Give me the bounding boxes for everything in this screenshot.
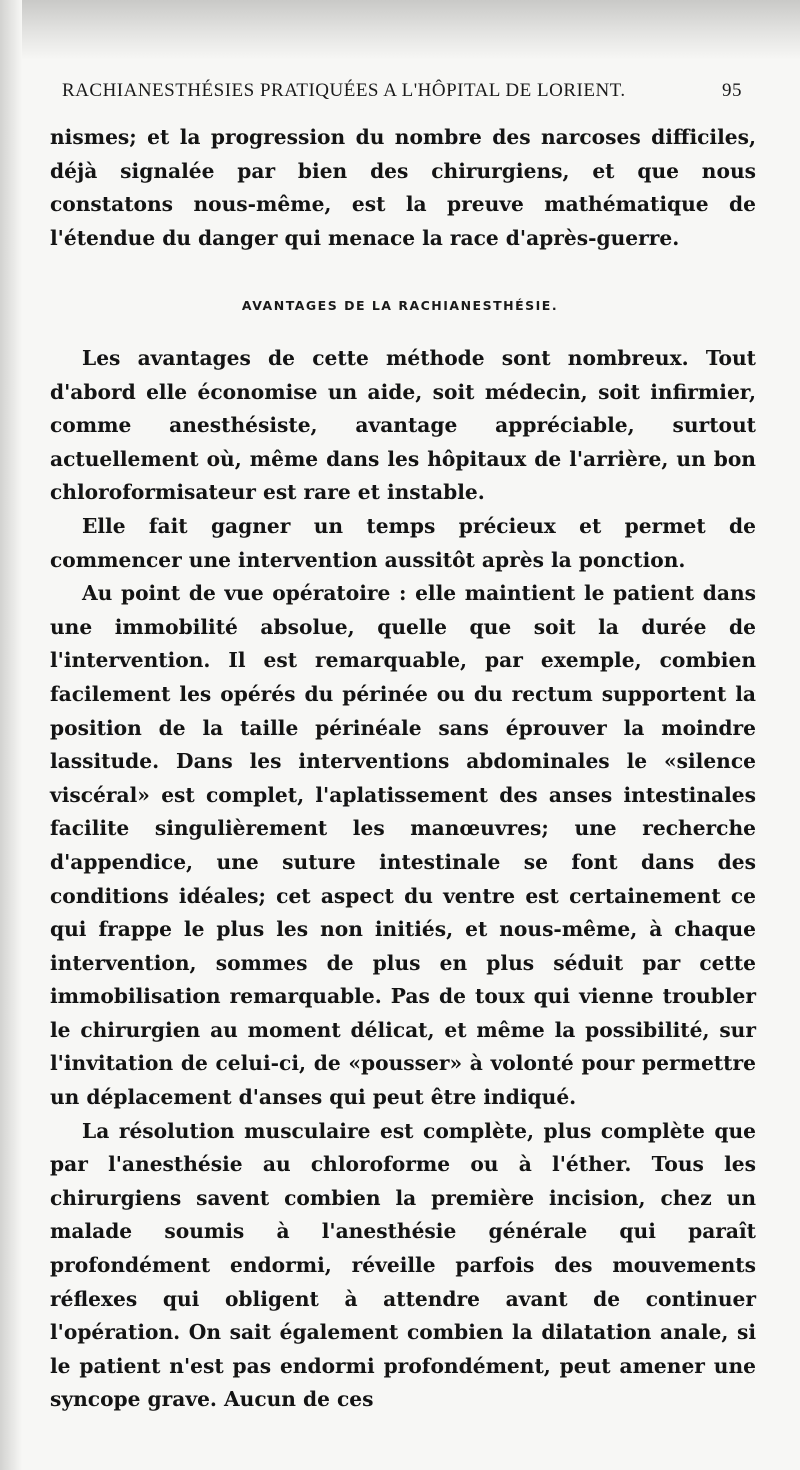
paragraph-3: Au point de vue opératoire : elle maintient le patient dans une immobilité absolue, quelle que soit la durée de l'intervention. Il est remarquable, par exemple, combien facilement les opérés du périnée ou du rectum supportent la position de la taille périnéale sans éprouver la moindre lassitude. Dans les interventions abdominales le «silence viscéral» est complet, l'aplatissement des anses intestinales facilite singulièrement les manœuvres; une recherche d'appendice, une suture intestinale se font dans des conditions idéales; cet aspect du ventre est certainement ce qui frappe le plus les non initiés, et nous-même, à chaque intervention, sommes de plus en plus séduit par cette immobilisation remarquable. Pas de toux qui vienne troubler le chirurgien au moment délicat, et même la possibilité, sur l'invitation de celui-ci, de «pousser» à volonté pour permettre un déplacement d'anses qui peut être indiqué. (50, 581, 756, 1110)
paragraph-1: Les avantages de cette méthode sont nombreux. Tout d'abord elle économise un aide, soit médecin, soit infirmier, comme anesthésiste, avantage appréciable, surtout actuellement où, même dans les hôpitaux de l'arrière, un bon chloroformisateur est rare et instable. (50, 346, 756, 505)
running-header (62, 80, 742, 102)
header-title: RACHIANESTHÉSIES PRATIQUÉES A L'HÔPITAL DE LORIENT. (62, 80, 626, 101)
section-heading: AVANTAGES DE LA RACHIANESTHÉSIE. (241, 298, 559, 313)
page-number: 95 (722, 80, 742, 101)
intro-text-block (50, 121, 756, 255)
section-body (50, 342, 756, 1417)
paragraph-4: La résolution musculaire est complète, plus complète que par l'anesthésie au chloroforme ou à l'éther. Tous les chirurgiens savent combien la première incision, chez un malade soumis à l'anesthésie générale qui paraît profondément endormi, réveille parfois des mouvements réflexes qui obligent à attendre avant de continuer l'opération. On sait également combien la dilatation anale, si le patient n'est pas endormi profondément, peut amener une syncope grave. Aucun de ces (50, 1118, 756, 1412)
scan-edge-top (0, 0, 800, 60)
paragraph-2: Elle fait gagner un temps précieux et permet de commencer une intervention aussitôt après la ponction. (50, 513, 756, 572)
scan-edge-left (0, 0, 22, 1470)
intro-paragraph: nismes; et la progression du nombre des narcoses difficiles, déjà signalée par bien des chirurgiens, et que nous constatons nous-même, est la preuve mathématique de l'étendue du danger qui menace la race d'après-guerre. (50, 125, 756, 250)
